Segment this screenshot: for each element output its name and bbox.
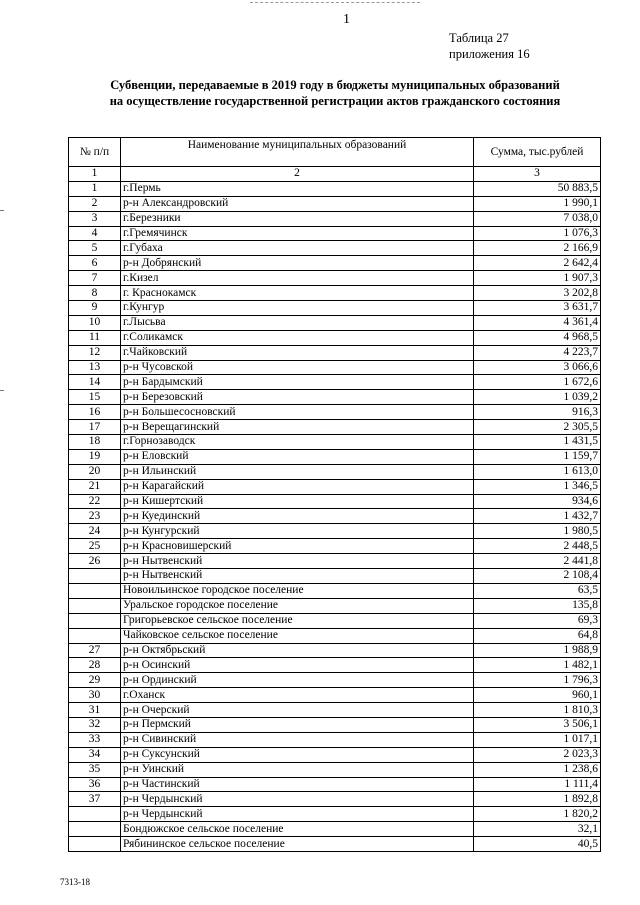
- row-name: р-н Красновишерский: [121, 539, 474, 554]
- row-number: 11: [69, 330, 121, 345]
- row-sum: 4 968,5: [474, 330, 601, 345]
- table-row: [69, 628, 601, 643]
- table-row: [69, 301, 601, 316]
- column-number-2: 2: [121, 167, 474, 182]
- row-number: 22: [69, 494, 121, 509]
- row-name: г.Чайковский: [121, 345, 474, 360]
- column-number-row: [69, 167, 601, 182]
- row-sum: 2 448,5: [474, 539, 601, 554]
- table-row: [69, 435, 601, 450]
- row-number: 35: [69, 762, 121, 777]
- row-name: р-н Уинский: [121, 762, 474, 777]
- row-name: р-н Очерский: [121, 703, 474, 718]
- table-row: [69, 837, 601, 852]
- row-name: р-н Бардымский: [121, 375, 474, 390]
- row-number: 25: [69, 539, 121, 554]
- row-sum: 1 346,5: [474, 479, 601, 494]
- row-number: 18: [69, 435, 121, 450]
- row-name: р-н Александровский: [121, 196, 474, 211]
- document-title: [100, 77, 570, 109]
- row-sum: 1 988,9: [474, 643, 601, 658]
- row-sum: 1 820,2: [474, 807, 601, 822]
- row-name: г.Оханск: [121, 688, 474, 703]
- table-row: [69, 583, 601, 598]
- margin-mark: [0, 390, 4, 391]
- row-sum: 64,8: [474, 628, 601, 643]
- row-name: р-н Добрянский: [121, 256, 474, 271]
- row-name: г.Соликамск: [121, 330, 474, 345]
- row-number: 4: [69, 226, 121, 241]
- table-row: [69, 673, 601, 688]
- table-reference-line2: приложения 16: [449, 47, 530, 61]
- row-sum: 1 796,3: [474, 673, 601, 688]
- row-number: 1: [69, 181, 121, 196]
- row-sum: 960,1: [474, 688, 601, 703]
- row-name: р-н Чердынский: [121, 792, 474, 807]
- row-number: 20: [69, 464, 121, 479]
- row-number: [69, 613, 121, 628]
- row-name: Уральское городское поселение: [121, 598, 474, 613]
- table-row: [69, 464, 601, 479]
- row-number: 24: [69, 524, 121, 539]
- row-sum: 1 017,1: [474, 732, 601, 747]
- table-row: [69, 688, 601, 703]
- row-number: [69, 822, 121, 837]
- row-sum: 4 361,4: [474, 315, 601, 330]
- table-row: [69, 256, 601, 271]
- row-name: р-н Верещагинский: [121, 420, 474, 435]
- row-name: р-н Ильинский: [121, 464, 474, 479]
- footer-code: 7313-18: [60, 877, 90, 887]
- table-row: [69, 181, 601, 196]
- row-sum: 1 482,1: [474, 658, 601, 673]
- row-number: 5: [69, 241, 121, 256]
- table-row: [69, 196, 601, 211]
- row-number: 8: [69, 286, 121, 301]
- row-name: р-н Еловский: [121, 449, 474, 464]
- table-row: [69, 703, 601, 718]
- row-sum: 1 990,1: [474, 196, 601, 211]
- table-row: [69, 494, 601, 509]
- table-row: [69, 360, 601, 375]
- row-sum: 32,1: [474, 822, 601, 837]
- row-number: [69, 569, 121, 584]
- row-number: 28: [69, 658, 121, 673]
- row-name: р-н Кишертский: [121, 494, 474, 509]
- row-name: р-н Чердынский: [121, 807, 474, 822]
- row-name: р-н Октябрьский: [121, 643, 474, 658]
- row-number: [69, 807, 121, 822]
- row-name: р-н Осинский: [121, 658, 474, 673]
- row-sum: 2 642,4: [474, 256, 601, 271]
- table-row: [69, 286, 601, 301]
- row-number: [69, 837, 121, 852]
- row-sum: 1 613,0: [474, 464, 601, 479]
- row-name: р-н Карагайский: [121, 479, 474, 494]
- row-name: р-н Пермский: [121, 717, 474, 732]
- column-number-3: 3: [474, 167, 601, 182]
- table-row: [69, 569, 601, 584]
- table-row: [69, 390, 601, 405]
- row-number: 13: [69, 360, 121, 375]
- row-name: г. Краснокамск: [121, 286, 474, 301]
- subsidy-table: [68, 137, 601, 852]
- row-number: 26: [69, 554, 121, 569]
- table-row: [69, 822, 601, 837]
- row-number: 37: [69, 792, 121, 807]
- row-sum: 4 223,7: [474, 345, 601, 360]
- row-number: 16: [69, 405, 121, 420]
- table-row: [69, 479, 601, 494]
- row-sum: 1 039,2: [474, 390, 601, 405]
- row-sum: 2 166,9: [474, 241, 601, 256]
- table-row: [69, 509, 601, 524]
- table-row: [69, 732, 601, 747]
- row-number: 30: [69, 688, 121, 703]
- row-name: р-н Нытвенский: [121, 569, 474, 584]
- column-number-1: 1: [69, 167, 121, 182]
- row-sum: 40,5: [474, 837, 601, 852]
- row-number: 14: [69, 375, 121, 390]
- row-name: р-н Чусовской: [121, 360, 474, 375]
- row-sum: 63,5: [474, 583, 601, 598]
- row-name: Бондюжское сельское поселение: [121, 822, 474, 837]
- row-sum: 1 238,6: [474, 762, 601, 777]
- row-sum: 69,3: [474, 613, 601, 628]
- row-number: 21: [69, 479, 121, 494]
- row-sum: 1 907,3: [474, 271, 601, 286]
- row-sum: 3 202,8: [474, 286, 601, 301]
- row-name: Чайковское сельское поселение: [121, 628, 474, 643]
- table-row: [69, 524, 601, 539]
- header-sum: Сумма, тыс.рублей: [474, 138, 601, 167]
- table-row: [69, 762, 601, 777]
- table-row: [69, 807, 601, 822]
- row-sum: 2 023,3: [474, 747, 601, 762]
- row-sum: 916,3: [474, 405, 601, 420]
- row-sum: 50 883,5: [474, 181, 601, 196]
- row-sum: 7 038,0: [474, 211, 601, 226]
- row-sum: 934,6: [474, 494, 601, 509]
- table-row: [69, 747, 601, 762]
- table-row: [69, 792, 601, 807]
- row-sum: 2 305,5: [474, 420, 601, 435]
- table-row: [69, 717, 601, 732]
- row-name: Рябининское сельское поселение: [121, 837, 474, 852]
- table-row: [69, 345, 601, 360]
- table-header-row: [69, 138, 601, 167]
- header-number: № п/п: [69, 138, 121, 167]
- row-number: 33: [69, 732, 121, 747]
- title-line1: Субвенции, передаваемые в 2019 году в бюджеты муниципальных образований: [110, 78, 560, 92]
- row-number: 36: [69, 777, 121, 792]
- row-name: р-н Суксунский: [121, 747, 474, 762]
- top-scan-line: [250, 2, 420, 3]
- page-number: 1: [343, 12, 350, 27]
- table-row: [69, 375, 601, 390]
- row-sum: 3 631,7: [474, 301, 601, 316]
- table-row: [69, 330, 601, 345]
- margin-mark: [0, 210, 4, 211]
- row-sum: 1 980,5: [474, 524, 601, 539]
- row-name: г.Березники: [121, 211, 474, 226]
- table-reference: [449, 30, 530, 62]
- table-row: [69, 613, 601, 628]
- row-number: [69, 598, 121, 613]
- row-number: 31: [69, 703, 121, 718]
- row-name: р-н Куединский: [121, 509, 474, 524]
- row-name: г.Пермь: [121, 181, 474, 196]
- table-row: [69, 420, 601, 435]
- row-name: р-н Нытвенский: [121, 554, 474, 569]
- row-number: 27: [69, 643, 121, 658]
- table-row: [69, 643, 601, 658]
- table-row: [69, 658, 601, 673]
- row-number: 2: [69, 196, 121, 211]
- row-number: 3: [69, 211, 121, 226]
- header-name: Наименование муниципальных образований: [121, 138, 474, 167]
- row-number: 34: [69, 747, 121, 762]
- table-row: [69, 598, 601, 613]
- title-line2: на осуществление государственной регистрации актов гражданского состояния: [109, 94, 561, 108]
- row-sum: 3 506,1: [474, 717, 601, 732]
- table-row: [69, 241, 601, 256]
- row-name: р-н Ординский: [121, 673, 474, 688]
- table-reference-line1: Таблица 27: [449, 31, 509, 45]
- table-row: [69, 211, 601, 226]
- row-sum: 2 441,8: [474, 554, 601, 569]
- row-number: 17: [69, 420, 121, 435]
- row-number: 29: [69, 673, 121, 688]
- row-number: 19: [69, 449, 121, 464]
- row-name: г.Лысьва: [121, 315, 474, 330]
- row-sum: 2 108,4: [474, 569, 601, 584]
- table-row: [69, 777, 601, 792]
- row-number: 7: [69, 271, 121, 286]
- row-name: Григорьевское сельское поселение: [121, 613, 474, 628]
- row-number: 10: [69, 315, 121, 330]
- row-number: 12: [69, 345, 121, 360]
- table-row: [69, 449, 601, 464]
- row-sum: 1 111,4: [474, 777, 601, 792]
- row-name: р-н Большесосновский: [121, 405, 474, 420]
- row-name: р-н Частинский: [121, 777, 474, 792]
- row-number: [69, 583, 121, 598]
- row-number: 9: [69, 301, 121, 316]
- row-name: г.Губаха: [121, 241, 474, 256]
- row-sum: 1 076,3: [474, 226, 601, 241]
- row-sum: 1 810,3: [474, 703, 601, 718]
- row-name: г.Горнозаводск: [121, 435, 474, 450]
- table-row: [69, 539, 601, 554]
- row-number: 15: [69, 390, 121, 405]
- row-name: Новоильинское городское поселение: [121, 583, 474, 598]
- row-number: 32: [69, 717, 121, 732]
- row-sum: 135,8: [474, 598, 601, 613]
- row-number: 23: [69, 509, 121, 524]
- row-name: г.Кунгур: [121, 301, 474, 316]
- row-name: г.Гремячинск: [121, 226, 474, 241]
- table-row: [69, 554, 601, 569]
- table-row: [69, 315, 601, 330]
- row-name: р-н Березовский: [121, 390, 474, 405]
- row-sum: 1 892,8: [474, 792, 601, 807]
- row-number: [69, 628, 121, 643]
- table-row: [69, 226, 601, 241]
- row-sum: 1 672,6: [474, 375, 601, 390]
- row-name: р-н Кунгурский: [121, 524, 474, 539]
- row-name: г.Кизел: [121, 271, 474, 286]
- row-sum: 3 066,6: [474, 360, 601, 375]
- row-sum: 1 159,7: [474, 449, 601, 464]
- table-row: [69, 405, 601, 420]
- row-name: р-н Сивинский: [121, 732, 474, 747]
- row-sum: 1 431,5: [474, 435, 601, 450]
- row-sum: 1 432,7: [474, 509, 601, 524]
- table-row: [69, 271, 601, 286]
- row-number: 6: [69, 256, 121, 271]
